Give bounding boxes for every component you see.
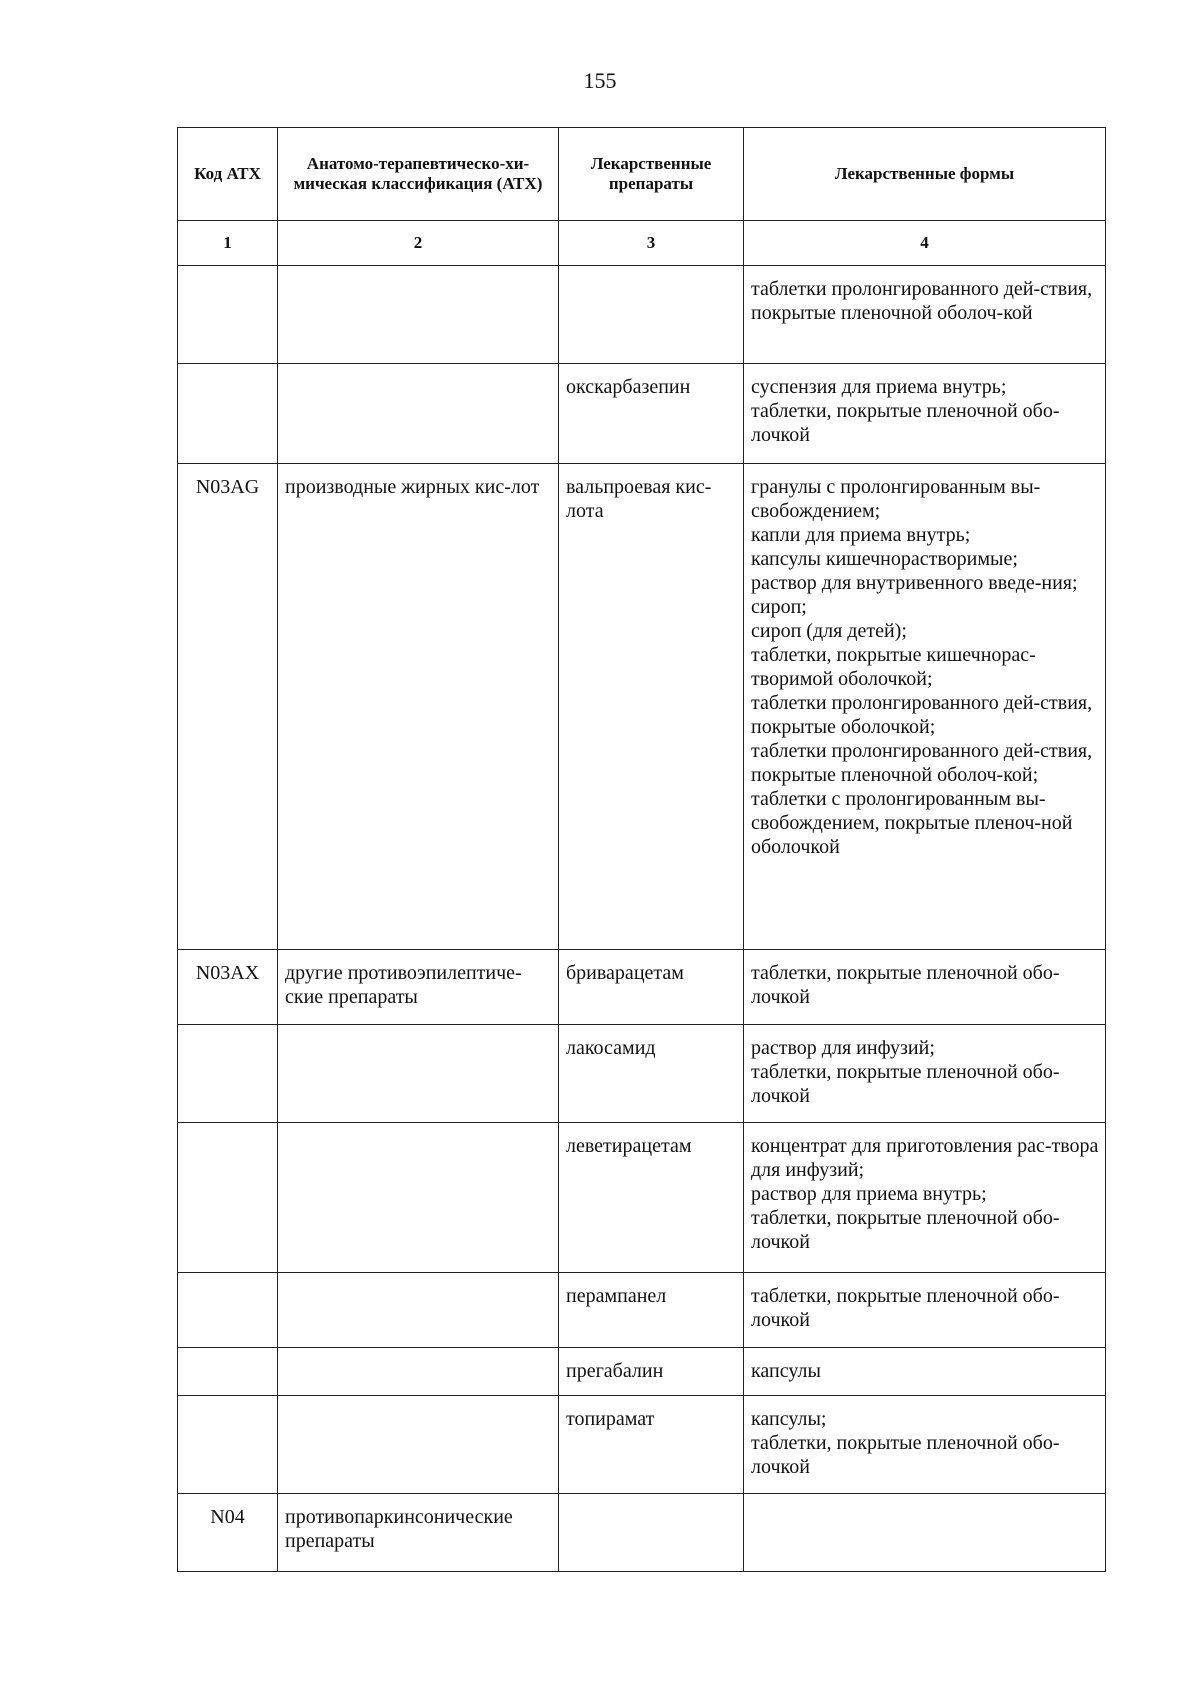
dosage-forms-cell (744, 1494, 1106, 1572)
dosage-forms-cell (744, 1348, 1106, 1396)
dosage-form-item: таблетки пролонгированного дей-ствия, покрытые пленочной оболоч-кой; (751, 740, 1093, 786)
column-number: 3 (559, 221, 744, 266)
page-number: 155 (583, 68, 617, 93)
dosage-form-item: концентрат для приготовления рас-твора для инфузий; (751, 1135, 1099, 1181)
dosage-forms-cell (744, 464, 1106, 950)
dosage-forms-cell (744, 1396, 1106, 1494)
dosage-form-item: сироп (для детей); (751, 620, 907, 642)
atx-classification-cell: противопаркинсонические препараты (278, 1494, 559, 1572)
dosage-forms-list (751, 375, 1099, 447)
atx-table (177, 127, 1106, 1572)
dosage-form-item: таблетки с пролонгированным вы-свобождением, покрытые пленоч-ной оболочкой (751, 788, 1073, 858)
dosage-form-item: раствор для инфузий; (751, 1037, 935, 1059)
drug-name-cell (559, 1494, 744, 1572)
atx-classification-cell (278, 1273, 559, 1348)
atx-classification-cell (278, 266, 559, 364)
dosage-forms-list (751, 1284, 1099, 1332)
dosage-form-item: раствор для внутривенного введе-ния; (751, 572, 1078, 594)
dosage-form-item: капсулы; (751, 1408, 827, 1430)
atx-code-cell (178, 364, 278, 464)
table-body (178, 266, 1106, 1572)
drug-name-cell: вальпроевая кис-лота (559, 464, 744, 950)
dosage-forms-list (751, 475, 1099, 859)
dosage-forms-cell (744, 1123, 1106, 1273)
atx-classification-cell: другие противоэпилептиче-ские препараты (278, 950, 559, 1025)
column-number: 4 (744, 221, 1106, 266)
dosage-forms-list (751, 1134, 1099, 1254)
table-row (178, 464, 1106, 950)
dosage-form-item: гранулы с пролонгированным вы-свобождением; (751, 476, 1041, 522)
dosage-forms-cell (744, 1273, 1106, 1348)
drug-name-cell (559, 266, 744, 364)
column-header-classification: Анатомо-терапевтическо-хи-мическая классификация (АТХ) (278, 128, 559, 221)
dosage-form-item: таблетки, покрытые пленочной обо-лочкой (751, 962, 1060, 1008)
atx-classification-cell: производные жирных кис-лот (278, 464, 559, 950)
column-header-drugs: Лекарственные препараты (559, 128, 744, 221)
dosage-forms-list (751, 1359, 1099, 1383)
dosage-form-item: таблетки, покрытые пленочной обо-лочкой (751, 1207, 1060, 1253)
dosage-form-item: капсулы кишечнорастворимые; (751, 548, 1018, 570)
dosage-form-item: таблетки, покрытые пленочной обо-лочкой (751, 1432, 1060, 1478)
dosage-form-item: таблетки, покрытые пленочной обо-лочкой (751, 400, 1060, 446)
table-header-row (178, 128, 1106, 221)
dosage-form-item: таблетки пролонгированного дей-ствия, покрытые оболочкой; (751, 692, 1093, 738)
drug-name-cell: леветирацетам (559, 1123, 744, 1273)
drug-name-cell: окскарбазепин (559, 364, 744, 464)
atx-code-cell (178, 1123, 278, 1273)
atx-code-cell (178, 1025, 278, 1123)
dosage-forms-list (751, 961, 1099, 1009)
atx-code-cell: N03AG (178, 464, 278, 950)
table-row (178, 1025, 1106, 1123)
dosage-form-item: таблетки, покрытые пленочной обо-лочкой (751, 1061, 1060, 1107)
table-row (178, 1273, 1106, 1348)
column-header-forms: Лекарственные формы (744, 128, 1106, 221)
table-row (178, 1348, 1106, 1396)
dosage-forms-cell (744, 1025, 1106, 1123)
atx-code-cell (178, 1273, 278, 1348)
column-number: 2 (278, 221, 559, 266)
atx-code-cell (178, 1396, 278, 1494)
atx-classification-cell (278, 1396, 559, 1494)
drug-name-cell: прегабалин (559, 1348, 744, 1396)
dosage-forms-list (751, 1036, 1099, 1108)
dosage-form-item: таблетки, покрытые пленочной обо-лочкой (751, 1285, 1060, 1331)
atx-code-cell (178, 1348, 278, 1396)
drug-name-cell: топирамат (559, 1396, 744, 1494)
table-row (178, 364, 1106, 464)
table-row (178, 266, 1106, 364)
column-number: 1 (178, 221, 278, 266)
table-row (178, 1494, 1106, 1572)
atx-classification-cell (278, 1025, 559, 1123)
dosage-forms-list (751, 1407, 1099, 1479)
drug-name-cell: лакосамид (559, 1025, 744, 1123)
atx-classification-cell (278, 1348, 559, 1396)
dosage-form-item: капли для приема внутрь; (751, 524, 971, 546)
drug-name-cell: бриварацетам (559, 950, 744, 1025)
dosage-form-item: сироп; (751, 596, 807, 618)
dosage-forms-cell (744, 266, 1106, 364)
dosage-form-item: таблетки, покрытые кишечнорас-творимой оболочкой; (751, 644, 1036, 690)
table-row (178, 950, 1106, 1025)
dosage-form-item: капсулы (751, 1360, 821, 1382)
column-header-code: Код АТХ (178, 128, 278, 221)
column-number-row (178, 221, 1106, 266)
dosage-form-item: раствор для приема внутрь; (751, 1183, 987, 1205)
table-row (178, 1396, 1106, 1494)
atx-code-cell (178, 266, 278, 364)
table-row (178, 1123, 1106, 1273)
dosage-forms-cell (744, 364, 1106, 464)
atx-code-cell: N04 (178, 1494, 278, 1572)
dosage-forms-cell (744, 950, 1106, 1025)
atx-classification-cell (278, 364, 559, 464)
dosage-form-item: таблетки пролонгированного дей-ствия, покрытые пленочной оболоч-кой (751, 278, 1093, 324)
atx-code-cell: N03AX (178, 950, 278, 1025)
atx-classification-cell (278, 1123, 559, 1273)
drug-name-cell: перампанел (559, 1273, 744, 1348)
dosage-forms-list (751, 277, 1099, 325)
dosage-form-item: суспензия для приема внутрь; (751, 376, 1007, 398)
